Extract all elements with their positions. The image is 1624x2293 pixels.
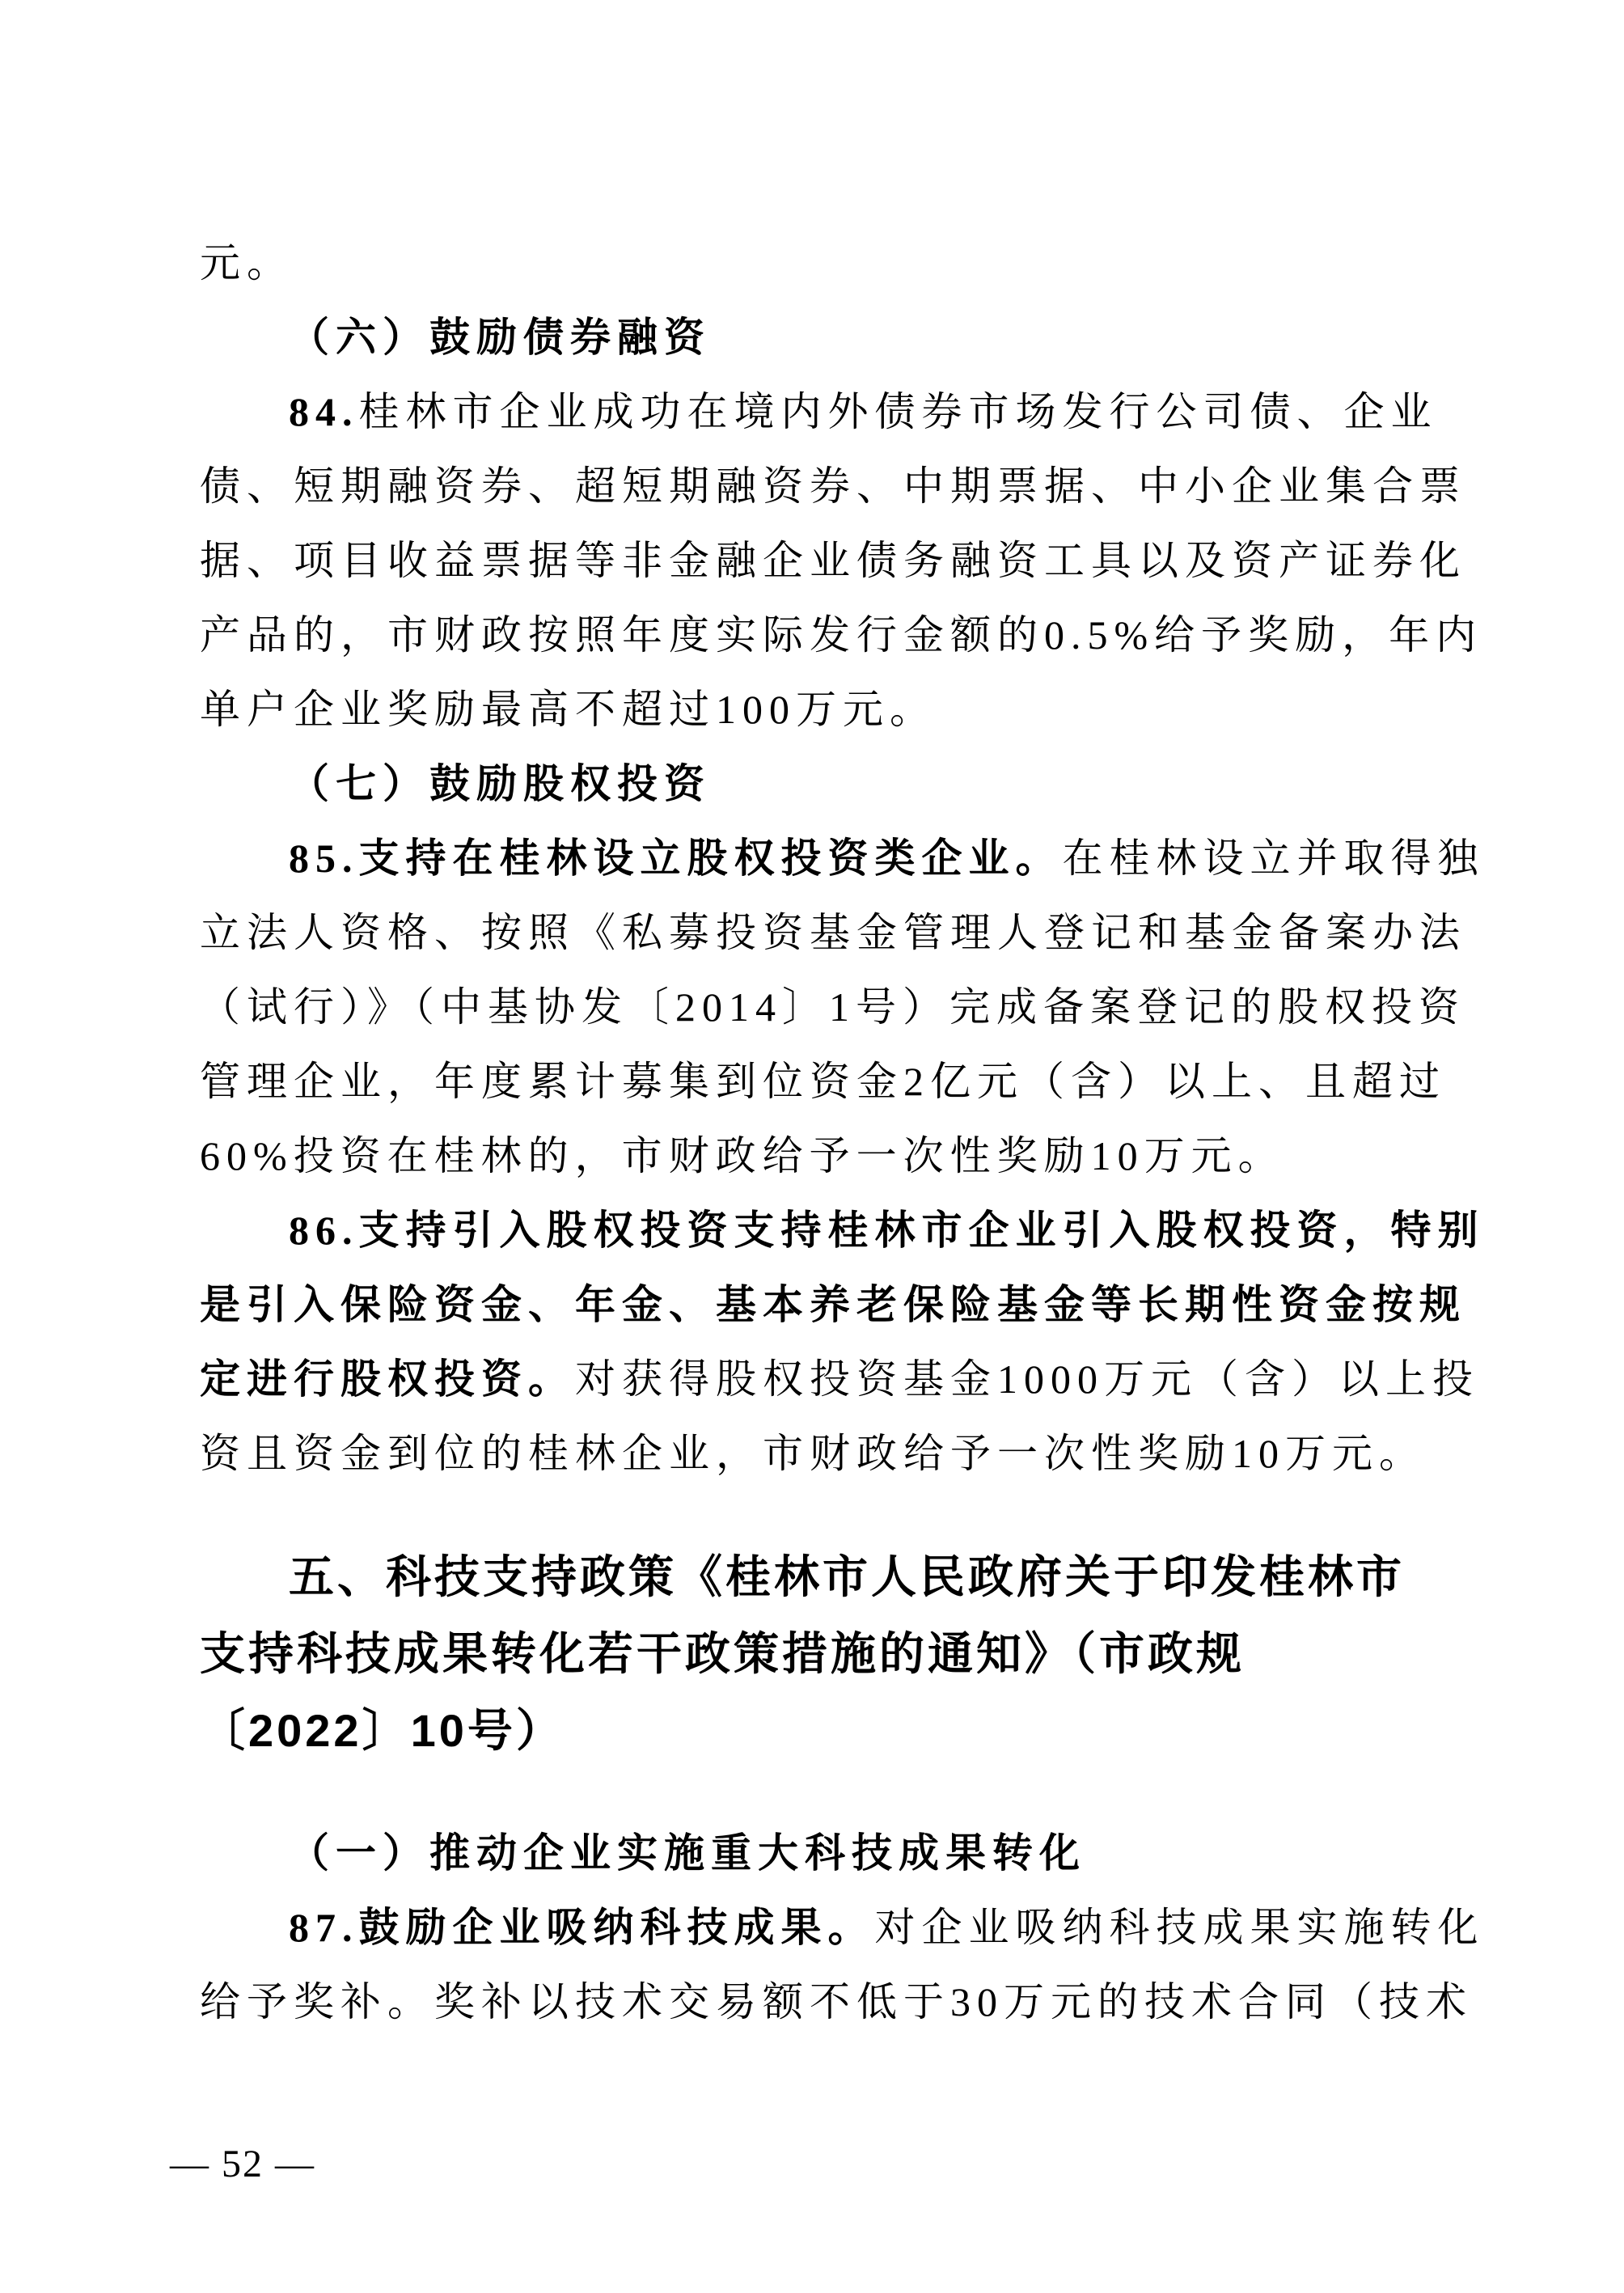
text-segment: 管理企业，年度累计募集到位资金2亿元（含）以上、且超过 [200, 1059, 1446, 1104]
text-segment: （六）鼓励债券融资 [289, 315, 711, 360]
text-line [200, 1342, 1479, 1416]
text-segment: 支持科技成果转化若干政策措施的通知》（市政规 [200, 1628, 1245, 1679]
text-line [200, 300, 1426, 374]
section-heading [200, 1538, 1426, 1769]
paragraph [200, 1890, 1485, 2039]
text-segment: 〔2022〕10号） [200, 1705, 565, 1756]
text-segment: （试行）》（中基协发〔2014〕1号）完成备案登记的股权投资 [200, 984, 1465, 1030]
subheading [200, 1816, 1426, 1890]
text-segment: （一）推动企业实施重大科技成果转化 [289, 1830, 1086, 1876]
text-segment: 84. [289, 389, 359, 434]
text-segment: 立法人资格、按照《私募投资基金管理人登记和基金备案办法 [200, 910, 1466, 955]
text-segment: 在桂林设立并取得独 [1062, 836, 1485, 881]
text-segment: 资且资金到位的桂林企业，市财政给予一次性奖励10万元。 [200, 1431, 1426, 1476]
text-segment: 是引入保险资金、年金、基本养老保险基金等长期性资金按规 [200, 1282, 1466, 1327]
text-segment: 据、项目收益票据等非金融企业债务融资工具以及资产证券化 [200, 538, 1466, 583]
page-number-text: — 52 — [170, 2143, 315, 2185]
text-line [200, 747, 1426, 821]
text-line [200, 374, 1438, 449]
text-segment: 87.鼓励企业吸纳科技成果。 [289, 1905, 875, 1950]
text-line [200, 1119, 1426, 1193]
subheading [200, 747, 1426, 821]
text-segment: 元。 [200, 240, 294, 286]
text-line [200, 523, 1466, 598]
text-line [200, 449, 1466, 523]
text-line [200, 1044, 1446, 1119]
text-segment: 产品的，市财政按照年度实际发行金额的0.5%给予奖励，年内 [200, 612, 1483, 658]
text-line [200, 895, 1466, 970]
paragraph [200, 226, 1426, 300]
text-segment: 对获得股权投资基金1000万元（含）以上投 [575, 1356, 1479, 1402]
text-segment: 86.支持引入股权投资支持桂林市企业引入股权投资，特别 [289, 1208, 1485, 1253]
text-line [200, 821, 1485, 895]
text-line [200, 1615, 1426, 1692]
subheading [200, 300, 1426, 374]
text-line [200, 598, 1483, 672]
text-line [200, 1965, 1473, 2039]
text-line [200, 1890, 1485, 1965]
text-segment: 五、科技支持政策《桂林市人民政府关于印发桂林市 [289, 1551, 1405, 1602]
text-line [200, 1193, 1485, 1267]
text-line [200, 1416, 1426, 1491]
text-line [200, 1692, 1426, 1769]
paragraph [200, 821, 1485, 1193]
text-line [200, 1816, 1426, 1890]
paragraph [200, 374, 1483, 747]
text-segment: 桂林市企业成功在境内外债券市场发行公司债、企业 [358, 389, 1438, 434]
text-line [200, 672, 1426, 747]
page-number [170, 2142, 315, 2187]
text-segment: 60%投资在桂林的，市财政给予一次性奖励10万元。 [200, 1133, 1285, 1178]
text-segment: 定进行股权投资。 [200, 1356, 575, 1402]
text-segment: 债、短期融资券、超短期融资券、中期票据、中小企业集合票 [200, 463, 1466, 509]
paragraph [200, 1193, 1485, 1491]
text-segment: 对企业吸纳科技成果实施转化 [874, 1905, 1485, 1950]
text-segment: 85.支持在桂林设立股权投资类企业。 [289, 836, 1063, 881]
text-segment: 给予奖补。奖补以技术交易额不低于30万元的技术合同（技术 [200, 1979, 1473, 2024]
text-line [200, 1267, 1466, 1342]
text-segment: 单户企业奖励最高不超过100万元。 [200, 687, 937, 732]
text-segment: （七）鼓励股权投资 [289, 761, 711, 806]
text-line [200, 226, 1426, 300]
text-line [200, 970, 1465, 1044]
document-content [200, 226, 1485, 2039]
text-line [200, 1538, 1426, 1615]
